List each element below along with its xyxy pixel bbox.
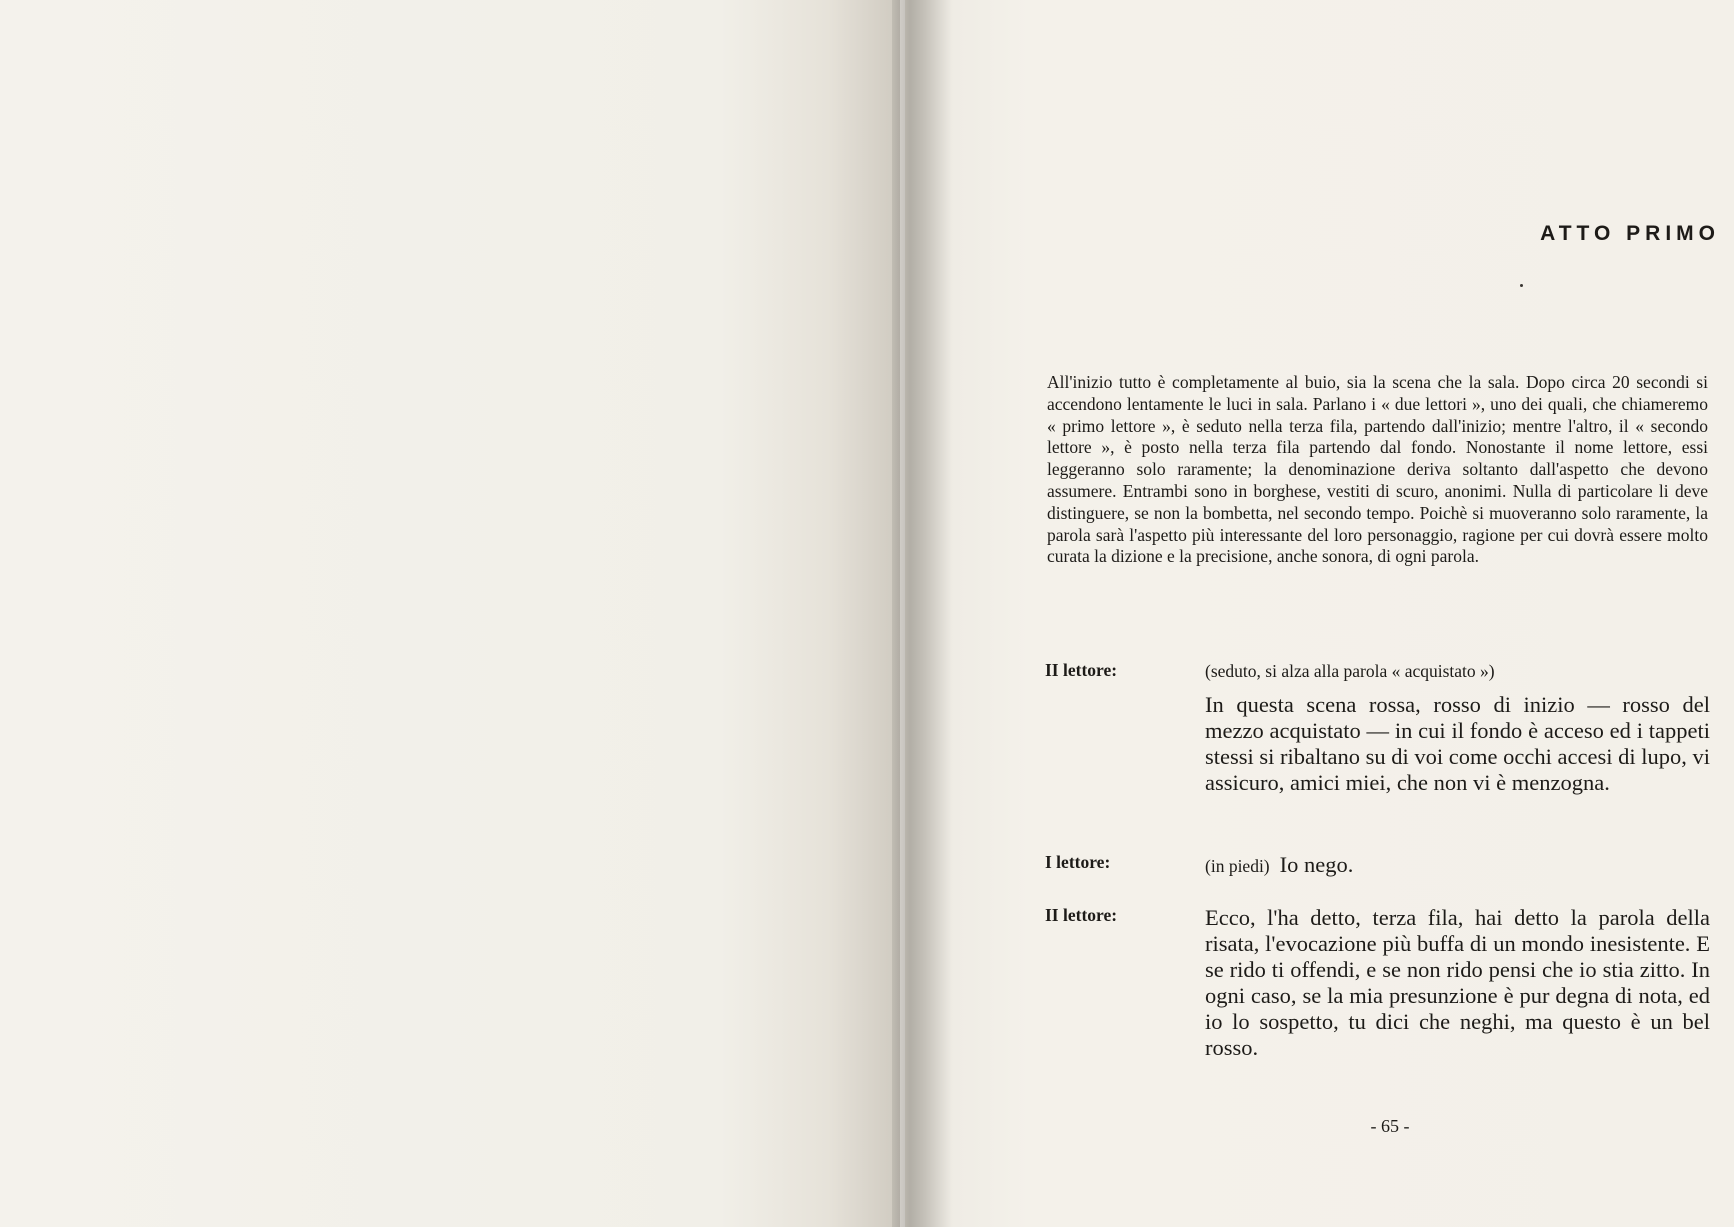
- intro-paragraph: All'inizio tutto è completamente al buio, sia la scena che la sala. Dopo circa 20 secondi si accendono lentamente le luci in sala. Parlano i « due lettori », uno dei quali, che chiameremo « primo lettore », è seduto nella terza fila, partendo dall'inizio; mentre l'altro, il « secondo lettore », è posto nella terza fila partendo dal fondo. Nonostante il nome lettore, essi leggeranno solo raramente; la denominazione deriva soltanto dall'aspetto che devono assumere. Entrambi sono in borghese, vestiti di scuro, anonimi. Nulla di particolare li deve distinguere, se non la bombetta, nel secondo tempo. Poichè si muoveranno solo raramente, la parola sarà l'aspetto più interessante del loro personaggio, ragione per cui dovrà essere molto curata la dizione e la precisione, anche sonora, di ogni parola.: [1047, 372, 1708, 567]
- dialogue-line: [1045, 905, 1710, 1095]
- speaker-label: II lettore:: [1045, 660, 1118, 680]
- page-number: - 65 -: [1370, 1116, 1410, 1136]
- dialogue-line: [1045, 660, 1710, 830]
- line-body: [1205, 905, 1710, 1061]
- book-gutter: [892, 0, 952, 1227]
- ornament-dot: [1520, 284, 1523, 287]
- dialogue-line: [1045, 852, 1710, 882]
- stage-direction: (seduto, si alza alla parola « acquistato »): [1205, 661, 1495, 681]
- act-title: ATTO PRIMO: [1540, 222, 1720, 245]
- stage-direction: (in piedi): [1205, 856, 1270, 876]
- speech-text: Ecco, l'ha detto, terza fila, hai detto la parola della risata, l'evocazione più buffa di un mondo inesistente. E se rido ti offendi, e se non rido pensi che io stia zitto. In ogni caso, se la mia presunzione è pur degna di nota, ed io lo sospetto, tu dici che neghi, ma questo è un bel rosso.: [1205, 905, 1710, 1060]
- speaker-label: I lettore:: [1045, 852, 1111, 872]
- speech-text: Io nego.: [1279, 852, 1354, 877]
- speech-text: In questa scena rossa, rosso di inizio — rosso del mezzo acquistato — in cui il fondo è acceso ed i tappeti stessi si ribaltano su di voi come occhi accesi di lupo, vi assicuro, amici miei, che non vi è menzogna.: [1205, 692, 1710, 795]
- speaker-label: II lettore:: [1045, 905, 1118, 925]
- line-body: [1205, 660, 1710, 796]
- line-body: [1205, 852, 1710, 878]
